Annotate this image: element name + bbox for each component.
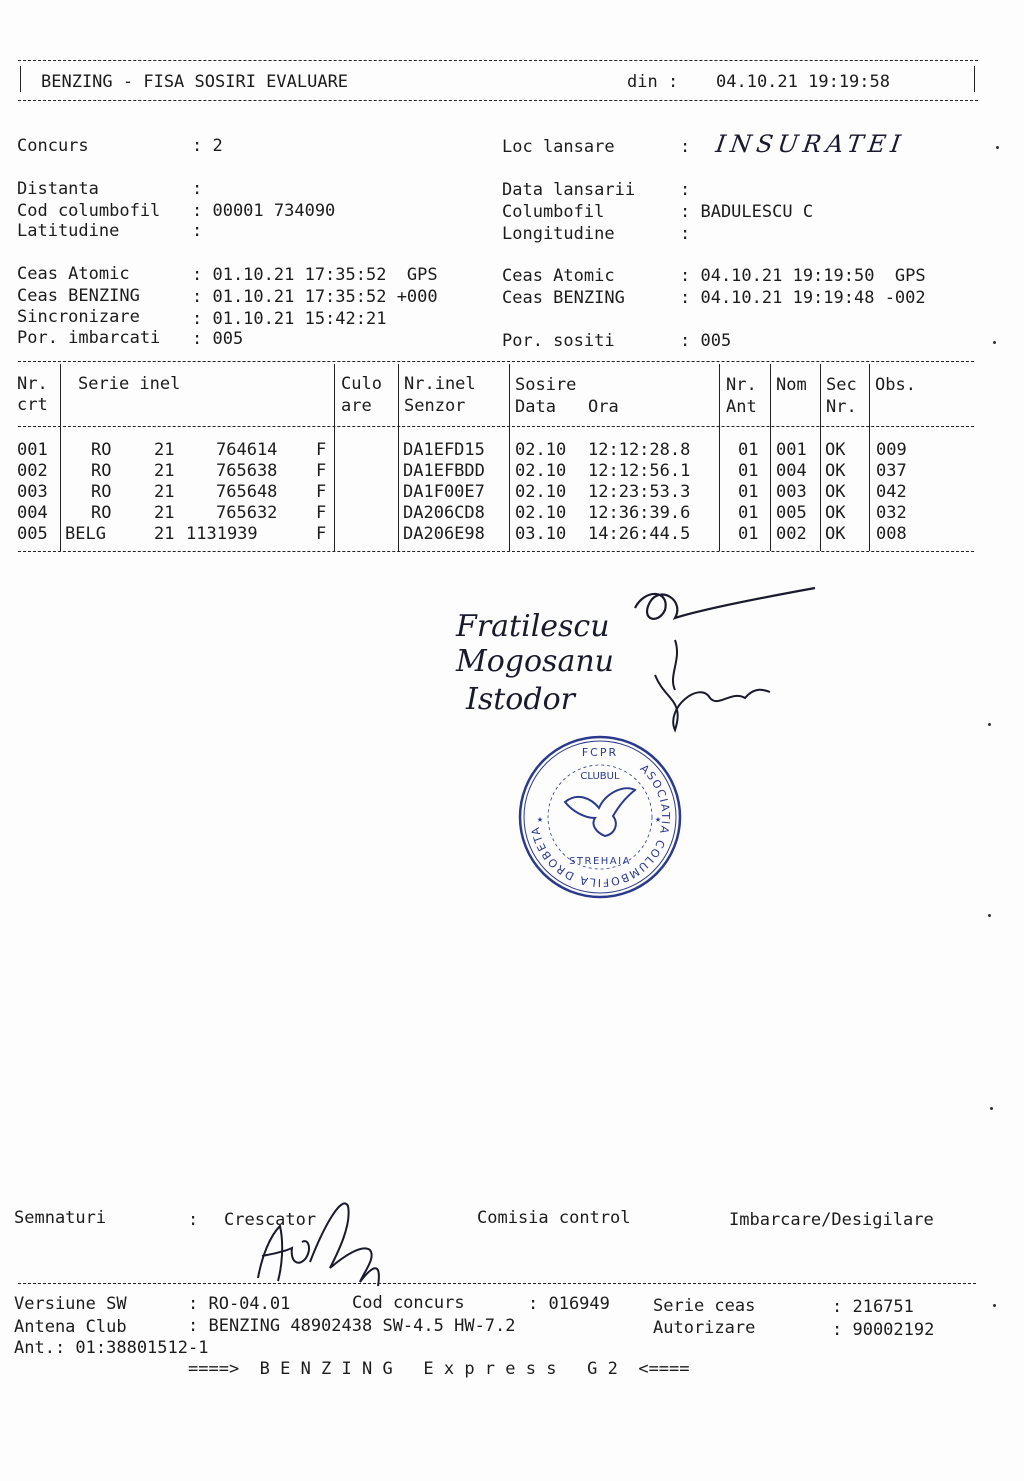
- cell-nom: 003: [776, 482, 807, 502]
- header-culo: Culo: [341, 374, 382, 394]
- autorizare-value: : 90002192: [832, 1320, 935, 1340]
- cell-sex: F: [316, 524, 327, 544]
- serie-ceas-label: Serie ceas: [653, 1296, 756, 1316]
- din-label: din :: [627, 72, 679, 92]
- distanta-label: Distanta: [17, 179, 99, 199]
- antena-club-label: Antena Club: [14, 1317, 127, 1337]
- cell-obs: 009: [876, 440, 907, 460]
- cell-an: 21: [154, 524, 175, 544]
- cell-obs: 042: [876, 482, 907, 502]
- cell-data: 02.10: [515, 461, 567, 481]
- semnaturi-label: Semnaturi: [14, 1208, 107, 1228]
- cod-columbofil-label: Cod columbofil: [17, 201, 161, 221]
- stamp-city: STREHAIA: [569, 856, 631, 867]
- margin-dot: [993, 341, 996, 344]
- header-are: are: [341, 396, 372, 416]
- cell-senzor: DA1F00E7: [403, 482, 485, 502]
- cell-inel: 765632: [216, 503, 278, 523]
- columbofil-label: Columbofil: [502, 202, 605, 222]
- margin-dot: [988, 914, 991, 917]
- versiune-sw-value: : RO-04.01: [188, 1294, 291, 1314]
- cod-concurs-value: : 016949: [528, 1294, 610, 1314]
- stamp-ring-text: ASOCIATIA COLUMBOFILA DROBETA: [528, 761, 673, 890]
- cell-inel: 765648: [216, 482, 278, 502]
- cell-nr: 004: [17, 503, 48, 523]
- svg-text:★: ★: [655, 814, 662, 825]
- signature-scribble-icon: [470, 580, 830, 740]
- loc-lansare-colon: :: [680, 137, 691, 157]
- cell-ant: 01: [738, 503, 759, 523]
- benzing-express-banner: ====> B E N Z I N G E x p r e s s G 2 <====: [188, 1359, 690, 1379]
- cell-data: 02.10: [515, 440, 567, 460]
- cell-ora: 12:12:28.8: [588, 440, 691, 460]
- ceas-atomic-end-value: : 04.10.21 19:19:50 GPS: [680, 266, 926, 286]
- breeder-signature-icon: [232, 1186, 412, 1296]
- club-stamp: [515, 732, 685, 902]
- cell-sex: F: [316, 440, 327, 460]
- header-crt: crt: [17, 395, 48, 415]
- cell-ant: 01: [738, 482, 759, 502]
- cell-sex: F: [316, 461, 327, 481]
- columbofil-value: : BADULESCU C: [680, 202, 814, 222]
- cell-nom: 005: [776, 503, 807, 523]
- margin-dot: [996, 146, 999, 149]
- ceas-benzing-start-label: Ceas BENZING: [17, 286, 140, 306]
- header-ora: Ora: [588, 397, 619, 417]
- header-obs: Obs.: [875, 375, 916, 395]
- data-lansarii-value: :: [680, 180, 691, 200]
- table-row: [0, 503, 1024, 523]
- cell-obs: 032: [876, 503, 907, 523]
- crescator-label: Crescator: [224, 1210, 317, 1230]
- header-sec: Sec: [826, 375, 857, 395]
- cell-tara: BELG: [65, 524, 106, 544]
- margin-dot: [993, 1304, 996, 1307]
- cell-data: 02.10: [515, 482, 567, 502]
- ceas-benzing-end-value: : 04.10.21 19:19:48 -002: [680, 288, 926, 308]
- header-ant: Ant: [726, 397, 757, 417]
- cell-nom: 004: [776, 461, 807, 481]
- pigeon-icon: [565, 788, 635, 836]
- cell-ant: 01: [738, 461, 759, 481]
- cell-tara: RO: [91, 461, 112, 481]
- handwritten-name: Mogosanu: [456, 644, 614, 679]
- header-nr: Nr.: [17, 374, 48, 394]
- cell-an: 21: [154, 461, 175, 481]
- handwritten-name: Fratilescu: [456, 609, 610, 644]
- por-imbarcati-value: : 005: [192, 329, 244, 349]
- cell-inel: 1131939: [186, 524, 258, 544]
- sincronizare-label: Sincronizare: [17, 307, 140, 327]
- cell-tara: RO: [91, 482, 112, 502]
- data-lansarii-label: Data lansarii: [502, 180, 636, 200]
- header-serie-inel: Serie inel: [78, 374, 181, 394]
- header-nom: Nom: [776, 375, 807, 395]
- cell-sex: F: [316, 482, 327, 502]
- cell-an: 21: [154, 440, 175, 460]
- cell-nom: 001: [776, 440, 807, 460]
- cell-an: 21: [154, 503, 175, 523]
- table-row: [0, 440, 1024, 460]
- cell-senzor: DA206E98: [403, 524, 485, 544]
- concurs-label: Concurs: [17, 136, 89, 156]
- cell-ora: 14:26:44.5: [588, 524, 691, 544]
- cell-data: 03.10: [515, 524, 567, 544]
- longitudine-value: :: [680, 224, 691, 244]
- concurs-value: : 2: [192, 136, 223, 156]
- semnaturi-colon: :: [188, 1210, 199, 1230]
- cell-senzor: DA206CD8: [403, 503, 485, 523]
- latitudine-value: :: [192, 221, 203, 241]
- imbarcare-desigilare-label: Imbarcare/Desigilare: [729, 1210, 934, 1230]
- ceas-atomic-start-value: : 01.10.21 17:35:52 GPS: [192, 265, 438, 285]
- margin-dot: [988, 723, 991, 726]
- cell-tara: RO: [91, 503, 112, 523]
- cell-nom: 002: [776, 524, 807, 544]
- serie-ceas-value: : 216751: [832, 1297, 914, 1317]
- por-sositi-value: : 005: [680, 331, 732, 351]
- cell-ora: 12:23:53.3: [588, 482, 691, 502]
- stamp-clubul: CLUBUL: [580, 771, 620, 782]
- versiune-sw-label: Versiune SW: [14, 1294, 127, 1314]
- cell-inel: 765638: [216, 461, 278, 481]
- cell-nr: 001: [17, 440, 48, 460]
- stamp-fcpr: FCPR: [581, 746, 619, 759]
- cell-senzor: DA1EFBDD: [403, 461, 485, 481]
- cell-sec: OK: [825, 482, 846, 502]
- cell-sec: OK: [825, 440, 846, 460]
- cell-data: 02.10: [515, 503, 567, 523]
- ceas-atomic-end-label: Ceas Atomic: [502, 266, 615, 286]
- cell-ant: 01: [738, 524, 759, 544]
- distanta-value: :: [192, 179, 203, 199]
- cell-sec: OK: [825, 461, 846, 481]
- margin-dot: [990, 1107, 993, 1110]
- cell-sec: OK: [825, 503, 846, 523]
- cell-senzor: DA1EFD15: [403, 440, 485, 460]
- table-row: [0, 461, 1024, 481]
- header-sec-nr: Nr.: [826, 397, 857, 417]
- document-title: BENZING - FISA SOSIRI EVALUARE: [41, 72, 349, 92]
- cell-ora: 12:12:56.1: [588, 461, 691, 481]
- por-sositi-label: Por. sositi: [502, 331, 615, 351]
- cell-ant: 01: [738, 440, 759, 460]
- cell-sec: OK: [825, 524, 846, 544]
- cell-obs: 037: [876, 461, 907, 481]
- loc-lansare-label: Loc lansare: [502, 137, 615, 157]
- cod-columbofil-value: : 00001 734090: [192, 201, 336, 221]
- sincronizare-value: : 01.10.21 15:42:21: [192, 309, 387, 329]
- header-nr-inel: Nr.inel: [404, 374, 476, 394]
- cell-ora: 12:36:39.6: [588, 503, 691, 523]
- por-imbarcati-label: Por. imbarcati: [17, 328, 161, 348]
- cell-sex: F: [316, 503, 327, 523]
- handwritten-name: Istodor: [466, 682, 575, 717]
- autorizare-label: Autorizare: [653, 1318, 756, 1338]
- cell-nr: 003: [17, 482, 48, 502]
- cell-tara: RO: [91, 440, 112, 460]
- cell-nr: 002: [17, 461, 48, 481]
- ceas-atomic-start-label: Ceas Atomic: [17, 264, 130, 284]
- header-nr-ant: Nr.: [726, 375, 757, 395]
- latitudine-label: Latitudine: [17, 221, 120, 241]
- ceas-benzing-end-label: Ceas BENZING: [502, 288, 625, 308]
- header-data: Data: [515, 397, 556, 417]
- table-row: [0, 524, 1024, 544]
- svg-text:★: ★: [537, 814, 544, 825]
- cell-an: 21: [154, 482, 175, 502]
- din-value: 04.10.21 19:19:58: [716, 72, 890, 92]
- antena-club-value: : BENZING 48902438 SW-4.5 HW-7.2: [188, 1316, 516, 1336]
- cell-obs: 008: [876, 524, 907, 544]
- cell-nr: 005: [17, 524, 48, 544]
- header-senzor: Senzor: [404, 396, 466, 416]
- table-row: [0, 482, 1024, 502]
- longitudine-label: Longitudine: [502, 224, 615, 244]
- loc-lansare-handwritten: INSURATEI: [714, 130, 908, 158]
- ceas-benzing-start-value: : 01.10.21 17:35:52 +000: [192, 287, 438, 307]
- comisia-control-label: Comisia control: [477, 1208, 631, 1228]
- ant-line: Ant.: 01:38801512-1: [14, 1338, 209, 1358]
- header-sosire: Sosire: [515, 375, 577, 395]
- cod-concurs-label: Cod concurs: [352, 1293, 465, 1313]
- cell-inel: 764614: [216, 440, 278, 460]
